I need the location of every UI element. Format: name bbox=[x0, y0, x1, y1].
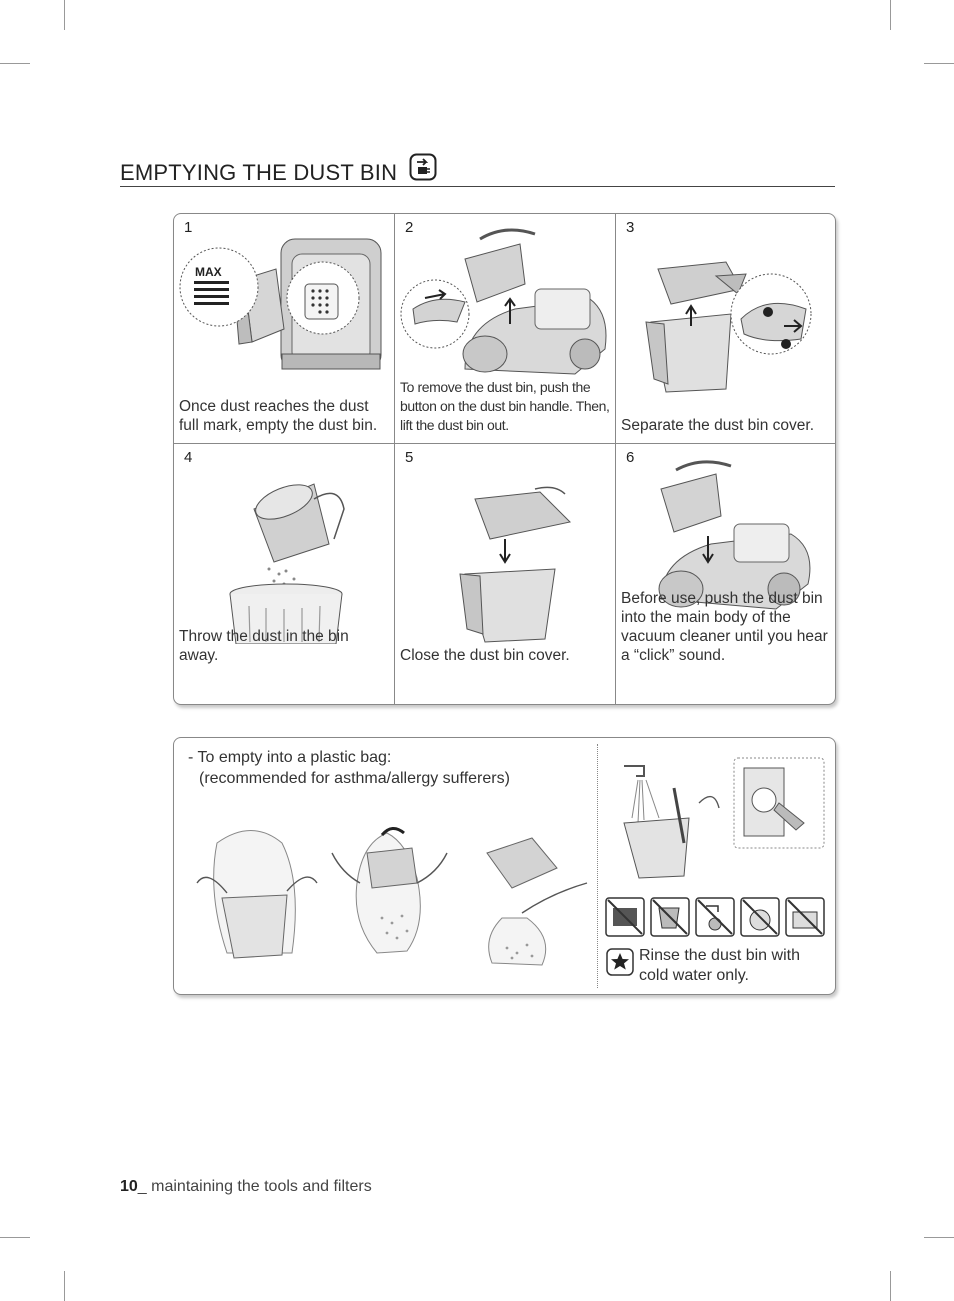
star-note-icon bbox=[606, 948, 634, 976]
step-caption: Once dust reaches the dust full mark, empty the dust bin. bbox=[179, 398, 378, 434]
close-cover-illustration bbox=[395, 444, 615, 644]
max-label: MAX bbox=[195, 265, 222, 279]
plastic-bag-line-2: (recommended for asthma/allergy sufferers) bbox=[199, 770, 510, 787]
crop-mark bbox=[890, 0, 891, 30]
crop-mark bbox=[0, 1237, 30, 1238]
no-dishwasher-icon bbox=[651, 898, 689, 936]
step-caption: To remove the dust bin, push the button on the dust bin handle. Then, lift the dust bin out. bbox=[400, 379, 610, 433]
title-rule bbox=[120, 186, 835, 187]
step-caption: Before use, push the dust bin into the main body of the vacuum cleaner until you hear a “click” sound. bbox=[621, 590, 828, 664]
step-caption: Close the dust bin cover. bbox=[400, 647, 570, 664]
dust-bin-release-icon bbox=[409, 153, 437, 181]
rinse-line-2: cold water only. bbox=[639, 967, 749, 984]
step-5 bbox=[395, 444, 615, 673]
step-3 bbox=[616, 214, 836, 443]
step-caption: Separate the dust bin cover. bbox=[621, 417, 815, 434]
throw-dust-illustration bbox=[174, 444, 394, 644]
plastic-bag-panel bbox=[173, 737, 836, 995]
step-4 bbox=[174, 444, 394, 673]
crop-mark bbox=[890, 1271, 891, 1301]
page-title: EMPTYING THE DUST BIN bbox=[120, 160, 398, 185]
step-2 bbox=[395, 214, 615, 443]
step-1 bbox=[174, 214, 394, 443]
crop-mark bbox=[64, 1271, 65, 1301]
page-number: 10 bbox=[120, 1178, 138, 1195]
separate-cover-illustration bbox=[616, 214, 836, 394]
plastic-bag-note bbox=[188, 747, 510, 789]
step-number: 3 bbox=[626, 219, 635, 236]
plastic-bag-line-1: - To empty into a plastic bag: bbox=[188, 749, 392, 766]
step-number: 6 bbox=[626, 449, 635, 466]
dust-full-mark-illustration bbox=[174, 214, 394, 389]
panel-divider bbox=[597, 744, 598, 988]
step-6 bbox=[616, 444, 836, 673]
no-microwave-icon bbox=[606, 898, 644, 936]
no-washing-machine-icon bbox=[741, 898, 779, 936]
plastic-bag-illustration bbox=[182, 823, 592, 973]
page-footer bbox=[120, 1178, 372, 1196]
step-number: 2 bbox=[405, 219, 414, 236]
crop-mark bbox=[64, 0, 65, 30]
rinse-note bbox=[639, 946, 800, 986]
rinse-line-1: Rinse the dust bin with bbox=[639, 947, 800, 964]
prohibited-cleaning-icons bbox=[604, 896, 829, 940]
step-caption: Throw the dust in the bin away. bbox=[179, 628, 349, 664]
title-row bbox=[120, 150, 835, 186]
rinse-illustration bbox=[604, 748, 829, 888]
footer-section: _ maintaining the tools and filters bbox=[137, 1178, 372, 1195]
lift-dust-bin-illustration bbox=[395, 214, 615, 384]
no-oven-icon bbox=[786, 898, 824, 936]
step-number: 5 bbox=[405, 449, 414, 466]
crop-mark bbox=[924, 1237, 954, 1238]
step-number: 4 bbox=[184, 449, 193, 466]
crop-mark bbox=[924, 63, 954, 64]
steps-panel bbox=[173, 213, 836, 705]
step-number: 1 bbox=[184, 219, 193, 236]
crop-mark bbox=[0, 63, 30, 64]
no-hot-water-icon bbox=[696, 898, 734, 936]
